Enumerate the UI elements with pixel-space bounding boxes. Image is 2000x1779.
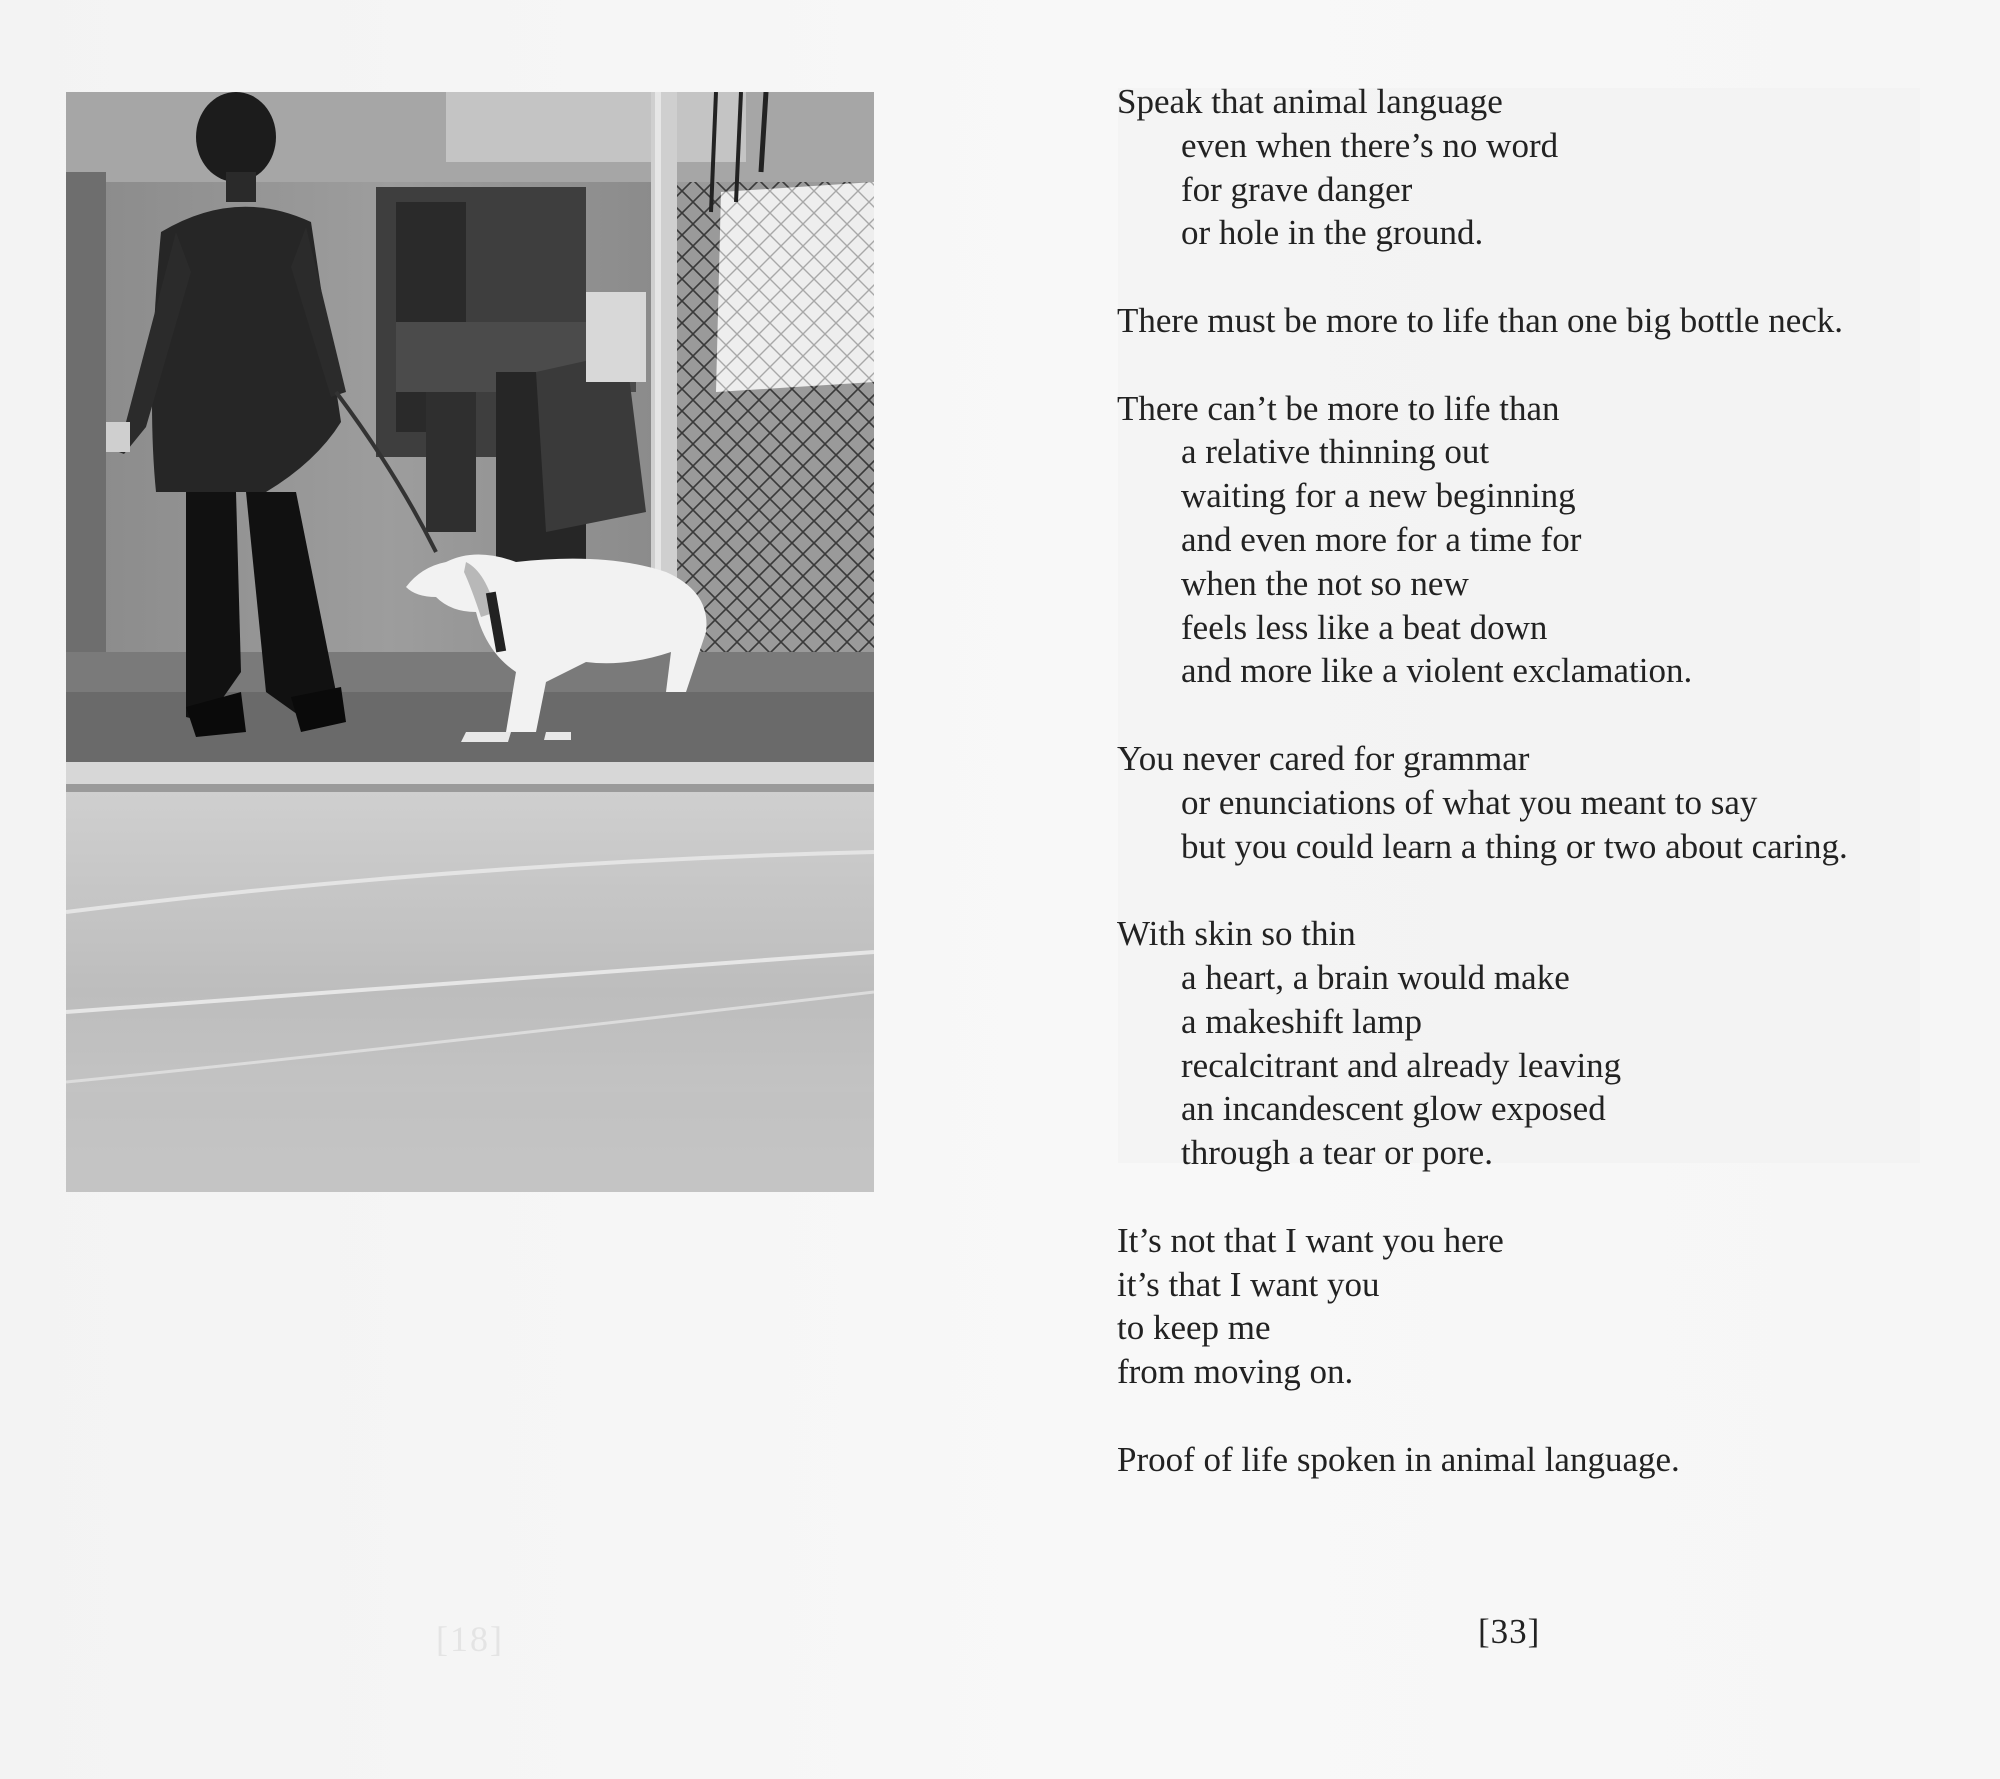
page-number: [33] <box>1478 1612 1541 1651</box>
poem <box>1117 80 1977 1525</box>
poem-line: when the not so new <box>1181 563 1469 603</box>
poem-line: a heart, a brain would make <box>1181 957 1570 997</box>
poem-line: There can’t be more to life than <box>1117 388 1560 428</box>
poem-stanza <box>1117 299 1977 343</box>
poem-line: it’s that I want you <box>1117 1264 1380 1304</box>
poem-line: and more like a violent exclamation. <box>1181 651 1693 691</box>
poem-line: There must be more to life than one big bottle neck. <box>1117 300 1844 340</box>
poem-line: or hole in the ground. <box>1181 213 1484 253</box>
poem-stanza <box>1117 80 1977 255</box>
poem-line: feels less like a beat down <box>1181 607 1548 647</box>
poem-line: It’s not that I want you here <box>1117 1220 1504 1260</box>
poem-line: You never cared for grammar <box>1117 738 1530 778</box>
poem-stanza <box>1117 387 1977 694</box>
poem-line: or enunciations of what you meant to say <box>1181 782 1758 822</box>
ghost-page-number: [18] <box>436 1619 504 1659</box>
poem-line: waiting for a new beginning <box>1181 476 1576 516</box>
photograph-woman-walking-dog <box>66 92 874 1192</box>
poem-line: from moving on. <box>1117 1352 1354 1392</box>
poem-line: for grave danger <box>1181 169 1413 209</box>
poem-stanza <box>1117 1219 1977 1394</box>
poem-stanza <box>1117 737 1977 868</box>
poem-line: With skin so thin <box>1117 914 1356 954</box>
poem-line: through a tear or pore. <box>1181 1133 1493 1173</box>
poem-line: even when there’s no word <box>1181 125 1559 165</box>
poem-line: Speak that animal language <box>1117 82 1503 121</box>
poem-line: and even more for a time for <box>1181 519 1582 559</box>
poem-line: but you could learn a thing or two about caring. <box>1181 826 1848 866</box>
poem-line: a makeshift lamp <box>1181 1001 1423 1041</box>
poem-line: Proof of life spoken in animal language. <box>1117 1439 1680 1479</box>
poem-line: to keep me <box>1117 1308 1271 1348</box>
poem-line: an incandescent glow exposed <box>1181 1089 1606 1129</box>
poem-line: recalcitrant and already leaving <box>1181 1045 1622 1085</box>
poem-line: a relative thinning out <box>1181 432 1490 472</box>
poem-stanza <box>1117 1438 1977 1482</box>
poem-stanza <box>1117 912 1977 1175</box>
